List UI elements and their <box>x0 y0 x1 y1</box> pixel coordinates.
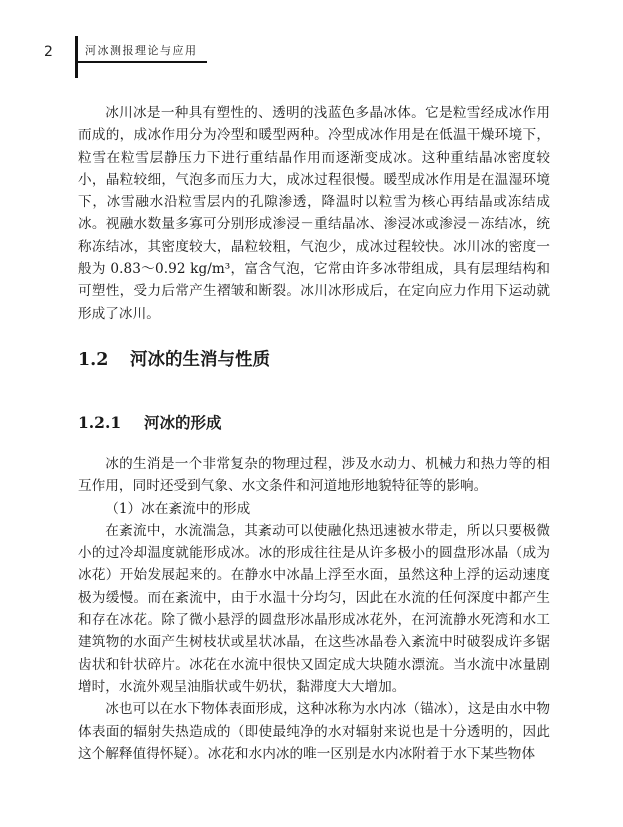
header-horizontal-rule <box>75 61 207 63</box>
section-title: 河冰的生消与性质 <box>130 349 270 370</box>
paragraph-turbulent-flow-heading: （1）冰在紊流中的形成 <box>105 500 251 517</box>
subsection-heading <box>78 411 550 435</box>
paragraph-turbulent-flow: 在紊流中，水流湍急，其紊动可以使融化热迅速被水带走，所以只要极微小的过冷却温度就能形成冰。冰的形成往往是从许多极小的圆盘形冰晶（成为冰花）开始发展起来的。在静水中冰晶上浮至水面，虽然这种上浮的运动速度极为缓慢。而在紊流中，由于水温十分均匀，因此在水流的任何深度中都产生和存在冰花。除了微小悬浮的圆盘形冰晶形成冰花外，在河流静水死湾和水工建筑物的水面产生树枝状或星状冰晶，在这些冰晶卷入紊流中时破裂成许多锯齿状和针状碎片。冰花在水流中很快又固定成大块随水漂流。当水流中冰量剧增时，水流外观呈油脂状或牛奶状，黏滞度大大增加。 <box>78 522 550 695</box>
paragraph-anchor-ice: 冰也可以在水下物体表面形成，这种冰称为水内冰（锚冰），这是由水中物体表面的辐射失热造成的（即使最纯净的水对辐射来说也是十分透明的，因此这个解释值得怀疑）。冰花和水内冰的唯一区别是水内冰附着于水下某些物体 <box>78 701 550 762</box>
paragraph-glacier-ice: 冰川冰是一种具有塑性的、透明的浅蓝色多晶冰体。它是粒雪经成冰作用而成的，成冰作用分为冷型和暖型两种。冷型成冰作用是在低温干燥环境下，粒雪在粒雪层静压力下进行重结晶作用而逐渐变成冰。这种重结晶冰密度较小，晶粒较细，气泡多而压力大，成冰过程很慢。暖型成冰作用是在温湿环境下，冰雪融水沿粒雪层内的孔隙渗透，降温时以粒雪为核心再结晶或冻结成冰。视融水数量多寡可分别形成渗浸－重结晶冰、渗浸冰或渗浸－冻结冰，统称冻结冰，其密度较大，晶粒较粗，气泡少，成冰过程较快。冰川冰的密度一般为 0.83～0.92 kg/m³，富含气泡，它常由许多冰带组成，具有层理结构和可塑性，受力后常产生褶皱和断裂。冰川冰形成后，在定向应力作用下运动就形成了冰川。 <box>78 105 550 322</box>
section-heading <box>78 347 550 373</box>
running-head: 河冰测报理论与应用 <box>85 44 198 57</box>
subsection-number: 1.2.1 <box>78 412 122 432</box>
paragraph-ice-formation-intro: 冰的生消是一个非常复杂的物理过程，涉及水动力、机械力和热力等的相互作用，同时还受到气象、水文条件和河道地形地貌特征等的影响。 <box>78 455 550 495</box>
subsection-title: 河冰的形成 <box>144 412 222 432</box>
section-number: 1.2 <box>78 349 109 370</box>
header-vertical-rule <box>75 36 78 78</box>
page-number: 2 <box>44 44 53 60</box>
page-body <box>78 102 550 765</box>
